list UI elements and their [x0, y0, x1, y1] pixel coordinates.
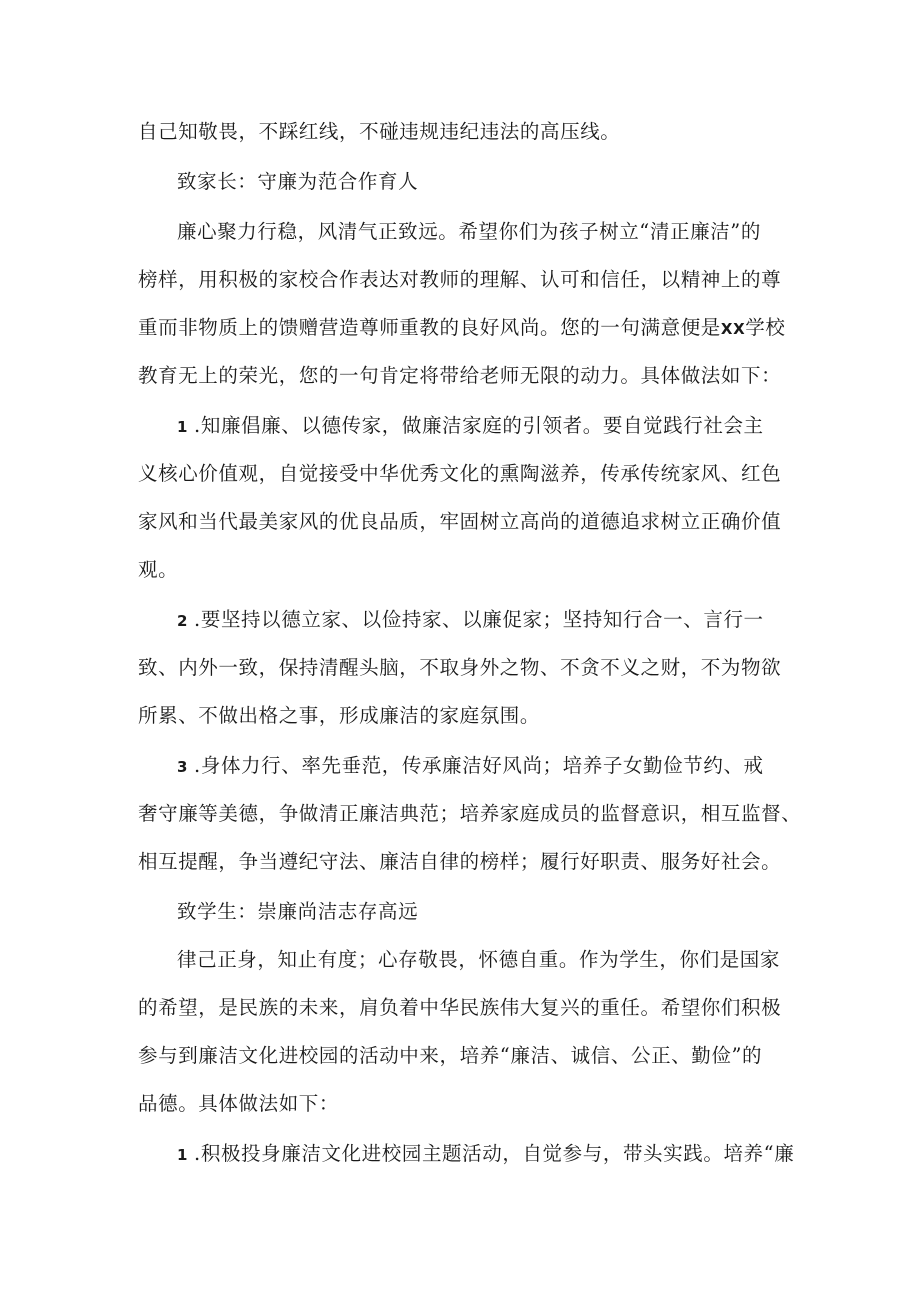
paragraph-line: 致、内外一致，保持清醒头脑，不取身外之物、不贪不义之财，不为物欲 — [138, 656, 782, 679]
paragraph-line: 所累、不做出格之事，形成廉洁的家庭氛围。 — [138, 704, 541, 727]
list-item-text: .身体力行、率先垂范，传承廉洁好风尚；培养子女勤俭节约、戒 — [194, 754, 764, 777]
paragraph-line: 的希望，是民族的未来，肩负着中华民族伟大复兴的重任。希望你们积极 — [138, 996, 782, 1019]
list-item-line — [177, 752, 764, 781]
paragraph-line: 自己知敬畏，不踩红线，不碰违规违纪违法的高压线。 — [138, 120, 621, 143]
paragraph-line: 相互提醒，争当遵纪守法、廉洁自律的榜样；履行好职责、服务好社会。 — [138, 850, 782, 873]
list-item-text: .积极投身廉洁文化进校园主题活动，自觉参与，带头实践。培养“廉 — [194, 1142, 795, 1165]
paragraph-line-with-school — [138, 314, 785, 343]
paragraph-line: 义核心价值观，自觉接受中华优秀文化的熏陶滋养，传承传统家风、红色 — [138, 462, 782, 485]
list-item-line — [177, 1140, 794, 1169]
paragraph-line: 参与到廉洁文化进校园的活动中来，培养“廉洁、诚信、公正、勤俭”的 — [138, 1044, 763, 1067]
paragraph-line: 廉心聚力行稳，风清气正致远。希望你们为孩子树立“清正廉洁”的 — [177, 220, 761, 243]
list-item-text: .知廉倡廉、以德传家，做廉洁家庭的引领者。要自觉践行社会主 — [194, 414, 764, 437]
paragraph-line: 品德。具体做法如下： — [138, 1092, 340, 1115]
list-item-line — [177, 606, 764, 635]
list-number: 1 — [177, 1146, 189, 1164]
list-number: 2 — [177, 612, 189, 630]
paragraph-line: 教育无上的荣光，您的一句肯定将带给老师无限的动力。具体做法如下： — [138, 364, 782, 387]
list-number: 3 — [177, 758, 189, 776]
section-heading-parents: 致家长：守廉为范合作育人 — [177, 170, 419, 193]
paragraph-line: 奢守廉等美德，争做清正廉洁典范；培养家庭成员的监督意识，相互监督、 — [138, 802, 802, 825]
list-item-text: .要坚持以德立家、以俭持家、以廉促家；坚持知行合一、言行一 — [194, 608, 764, 631]
list-number: 1 — [177, 418, 189, 436]
paragraph-text: 重而非物质上的馈赠营造尊师重教的良好风尚。您的一句满意便是 — [138, 316, 721, 339]
section-heading-students: 致学生：崇廉尚洁志存高远 — [177, 900, 419, 923]
paragraph-line: 律己正身，知止有度；心存敬畏，怀德自重。作为学生，你们是国家 — [177, 948, 781, 971]
paragraph-line: 观。 — [138, 558, 179, 581]
paragraph-line: 家风和当代最美家风的优良品质，牢固树立高尚的道德追求树立正确价值 — [138, 510, 782, 533]
school-placeholder: XX — [720, 320, 746, 338]
paragraph-text: 学校 — [745, 316, 786, 339]
list-item-line — [177, 412, 764, 441]
paragraph-line: 榜样，用积极的家校合作表达对教师的理解、认可和信任，以精神上的尊 — [138, 268, 782, 291]
